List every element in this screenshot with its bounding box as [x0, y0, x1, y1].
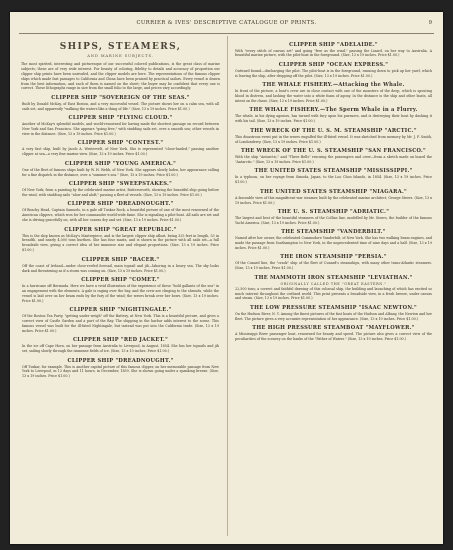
- entry-heading: CLIPPER SHIP "NIGHTINGALE.": [69, 307, 172, 314]
- entry-body: 22,500 tons; a correct and faithful drawing of this colossal ship, the building and launching of which has excited so much interest throughout the civilized world. This print presents a broadside view, in a fresh breeze, under canvas and steam. (Size, 13 x 19 inches. Price $1.00.): [235, 286, 432, 301]
- catalogue-entry: [19, 337, 222, 354]
- catalogue-entry: [19, 277, 222, 304]
- catalogue-entry: [19, 115, 222, 137]
- entry-body: Named after her owner, the celebrated Commodore Vanderbilt, of New York. She has two walking beam engines, and made the passage from Southampton to New York, in the unprecedented time of nine days and a half. (Size, 13 x 19 inches. Price $1.00.): [235, 236, 432, 251]
- left-column: [19, 38, 222, 538]
- catalogue-entry: [19, 307, 222, 334]
- entry-heading: CLIPPER SHIP "CONTEST.": [77, 140, 164, 147]
- catalogue-entry: [232, 107, 435, 124]
- entry-body: With "every stitch of canvas set" and going "free as the wind," passing the Lizard, on her way to Australia. A beautiful marine picture, with the pilot-boat in the foreground. (Size, 13 x 19 inches. Price $1.00.): [235, 48, 432, 58]
- entry-heading: CLIPPER SHIP "SOVEREIGN OF THE SEAS.": [51, 94, 190, 101]
- entry-subheading: ORIGINALLY CALLED THE "GREAT EASTERN.": [280, 281, 387, 286]
- entry-body: Off the coast of Ireland—under close-reefed foresail, main topsail and jib—laboring in a heavy sea. The sky looks dark and threatening as if a storm was coming on. (Size, 13 x 19 inches. Price $1.00.): [22, 263, 219, 273]
- entry-heading: CLIPPER SHIP "YOUNG AMERICA.": [64, 160, 177, 167]
- entry-heading: CLIPPER SHIP "DREADNOUGHT.": [67, 357, 174, 364]
- entry-body: Of the Cunard line, the "crack" ship of the fleet of Cunard's steamships, with many other trans-Atlantic steamers. (Size, 13 x 19 inches. Price $1.00.): [235, 261, 432, 271]
- entry-heading: CLIPPER SHIP "GREAT REPUBLIC.": [64, 226, 177, 233]
- entry-body: A Mississippi River passenger boat, renowned for beauty and speed. The picture also gives a correct view of the peculiarities of the scenery on the banks of the "Father of Waters." (Size, 13 x 19 inches. Price $1.00.): [235, 332, 432, 342]
- catalogue-entry: [232, 229, 435, 251]
- catalogue-entry: [19, 95, 222, 112]
- entry-heading: THE HIGH PRESSURE STEAMBOAT "MAYFLOWER.": [252, 325, 415, 332]
- entry-body: This disastrous event put in the waves engulfed the ill-fated vessel. It was sketched from memory by Mr. J. F. Smith, of Londonderry. (Size, 13 x 19 inches. Price $1.00.): [235, 134, 432, 144]
- catalogue-entry: [19, 227, 222, 254]
- catalogue-entry: [232, 42, 435, 59]
- entry-body: This is the ship known as McKay's Masterpiece, and is the largest clipper ship afloat, being 325 feet in length, 53 in breadth, and nearly 4,000 tons burthen. She has four masts, and is shown in the picture with all sails set—a full broadside view, giving a correct idea of her immense size and elegant proportions. (Size, 13 x 19 inches. Price $1.00.): [22, 233, 219, 253]
- catalogue-entry: [232, 254, 435, 271]
- entry-body: Of New York, from a painting by the celebrated marine artist, Buttersworth, showing the beautiful ship going before the wind, with studding sails "alow and aloft," passing a fleet of vessels. (Size, 13 x 19 inches. Price $1.00.): [22, 188, 219, 197]
- entry-heading: CLIPPER SHIP "ADELAIDE.": [289, 41, 378, 48]
- entry-heading: CLIPPER SHIP "RED JACKET.": [72, 337, 169, 344]
- entry-body: The largest and best of the beautiful steamers of the Collins line, modelled by Mr. Steers, the builder of the famous Yacht America. (Size, 13 x 19 inches. Price $1.00.): [235, 215, 432, 225]
- entry-body: One of the fleet of famous ships built by W. H. Webb, of New York. She appears slowly laden, her appearance calling for a fine dispatch in the distance, over a "summer's sea." (Size, 13 x 19 inches. Price $1.00.): [22, 167, 219, 177]
- catalogue-entry: [232, 189, 435, 206]
- entry-heading: CLIPPER SHIP "FLYING CLOUD.": [68, 115, 173, 122]
- catalogue-entry: [232, 148, 435, 165]
- entry-body: Of Beachy Head, Captain Samuels, in a gale off Tuskar Rock, a beautiful picture of one of the most renowned of the American clippers, which won for her commander world-wide fame. She is signaling a pilot-boat. All sails are set and she is driving gracefully on, with all her canvas dry and set. (Size, 13 x 19 inches. Price $1.00.): [22, 208, 219, 223]
- entry-body: Outward bound—discharging the pilot. The pilot-boat is in the foreground, running down to pick up her yawl, which is leaving the ship, after dropping off the pilot. (Size, 13 x 19 inches. Price $1.00.): [235, 68, 432, 78]
- entry-body: In a typhoon, on her voyage from Simoda, Japan, to the Loo Choo Islands, in 1854. (Size, 13 x 19 inches. Price $1.00.): [235, 175, 432, 185]
- section-subtitle: AND MARINE SUBJECTS.: [87, 53, 154, 58]
- entry-heading: THE LOW PRESSURE STEAMSHIP "ISAAC NEWTON.": [249, 304, 417, 311]
- entry-body: Off Tuskar, for example. This is another capital picture of this famous clipper, on her memorable passage from New York to Liverpool, in 13 days and 11 hours, in December, 1859. She is shown going under a spanking breeze. (Size, 13 x 19 inches. Price $1.00.): [22, 364, 219, 379]
- catalogue-entry: [232, 209, 435, 226]
- entry-body: In the ice off Cape Horn, on her passage from Australia to Liverpool, in August, 1854. She has her topsails and jib set, sailing slowly through the immense fields of ice. (Size, 13 x 19 inches. Price $1.00.): [22, 344, 219, 354]
- catalogue-entry: [232, 62, 435, 79]
- left-entries: [19, 95, 222, 379]
- catalogue-entry: [19, 181, 222, 198]
- catalogue-entry: [232, 128, 435, 145]
- catalogue-entry: [232, 325, 435, 342]
- catalogue-entry: [232, 168, 435, 185]
- catalogue-entry: [19, 161, 222, 178]
- right-entries: [232, 42, 435, 343]
- entry-body: With the ship "Antarctic," and "Three Bells" rescuing the passengers and crew—from a sketch made on board the "Antarctic." (Size, 13 x 19 inches. Price $1.00.): [235, 154, 432, 164]
- section-intro: The most spirited, interesting and picturesque of our successful colored publications, is the great class of marine subjects; these are of very wide interest. For beauty of coloring, fidelity to details and accuracy of proportion our clipper ship prints have been unrivaled, and the clipper models are here. The representations of the famous clipper ships which made fast passages to California and China have been praised by practical sailors. Every vessel is drawn from the best information, and each of them is named on the sheet; the buyer may be confident that every one is correct. These lithographs range in size from the small folio to the large, and prices vary accordingly.: [21, 61, 220, 91]
- entry-body: Of the Boston Tea Party, "getting under weigh" off the Battery, at New York. This is a beautiful picture, and gives a correct view of Castle Garden and a part of the Bay. The shipping in the harbor adds interest to the scene. This famous vessel was built for the ill-fated Nightingale, but instead was put into the California trade. (Size, 13 x 19 inches. Price $1.00.): [22, 314, 219, 333]
- entry-body: In a hurricane off Bermuda. Here we have a vivid illustration of the experience of these "bold gallants of the sea" in an engagement with the elements. A gale is raging over the bay, and the crew are clinging to the shrouds, while the vessel is laid over on her beam ends by the fury of the wind; the waves break over her bows. (Size, 13 x 19 inches. Price $1.00.): [22, 283, 219, 303]
- entry-heading: THE WRECK OF THE U. S. M. STEAMSHIP "ARCTIC.": [250, 127, 417, 134]
- catalogue-entry: [19, 201, 222, 223]
- entry-heading: THE MAMMOTH IRON STEAMSHIP "LEVIATHAN.": [254, 274, 413, 281]
- entry-heading: THE UNITED STATES STEAMSHIP "NIAGARA.": [260, 188, 407, 195]
- entry-heading: THE WHALE FISHERY.—Attacking the Whale.: [262, 82, 405, 89]
- catalogue-entry: [232, 82, 435, 104]
- entry-heading: THE WHALE FISHERY.—The Sperm Whale in a Flurry.: [249, 107, 418, 114]
- catalogue-entry: [232, 275, 435, 302]
- entry-body: A favorable view of this magnificent war steamer, built by the celebrated marine architect, George Steers. (Size, 13 x 19 inches. Price $1.00.): [235, 195, 432, 205]
- right-column: [232, 38, 435, 538]
- entry-heading: THE STEAMSHIP "VANDERBILT.": [281, 229, 386, 236]
- entry-heading: CLIPPER SHIP "OCEAN EXPRESS.": [278, 61, 389, 68]
- entry-body: A very fast ship, built by Jacob A. Westervelt, of New York. She is represented "close-hauled," passing another clipper at sea—a very fine marine view. (Size, 13 x 19 inches. Price $1.00.): [22, 147, 219, 157]
- catalogue-entry: [19, 140, 222, 157]
- entry-body: The whale, in his dying agonies, has turned with fury upon his pursuers, and is destroying their boat by dashing it with his tail. (Size, 13 x 19 inches. Price $1.00.): [235, 114, 432, 124]
- entry-heading: THE UNITED STATES STEAMSHIP "MISSISSIPPI.": [254, 168, 413, 175]
- entry-body: In front of the picture, a boat's crew are in close contact with one of the monsters of the deep, which is spouting blood in distress, and lashing the water into a white foam of agony. In the distance is the ship and other boats, all intent on the chase. (Size, 13 x 19 inches. Price $1.00.): [235, 89, 432, 103]
- catalogue-entry: [19, 358, 222, 380]
- entry-body: Built by Donald McKay, of East Boston, and a very successful vessel. The picture shows her on a calm sea, with all sails set, and apparently "walking the waters like a thing of life." (Size, 13 x 19 inches. Price $1.00.): [22, 101, 219, 111]
- catalogue-entry: [232, 305, 435, 322]
- entry-heading: CLIPPER SHIP "RACER.": [81, 256, 160, 263]
- catalogue-entry: [19, 257, 222, 274]
- column-divider: [227, 36, 228, 536]
- entry-heading: CLIPPER SHIP "DREADNOUGHT.": [67, 201, 174, 208]
- entry-body: On the Hudson River, N. Y. Among the finest pictures of the fast boats of the Hudson and Albany, the Newton and her fleet. The picture gives a very accurate representation of her appearance. (Size, 13 x 19 inches. Price $1.00.): [235, 311, 432, 321]
- catalogue-page: [10, 12, 443, 544]
- entry-heading: THE WRECK OF THE U. S. STEAMSHIP "SAN FRANCISCO.": [240, 147, 427, 154]
- page-content: [19, 20, 434, 538]
- entry-heading: CLIPPER SHIP "COMET.": [81, 276, 160, 283]
- header-rule: [19, 33, 434, 34]
- entry-heading: CLIPPER SHIP "SWEEPSTAKES.": [68, 181, 173, 187]
- page-number: 9: [428, 20, 432, 26]
- entry-heading: THE IRON STEAMSHIP "PERSIA.": [280, 254, 387, 261]
- entry-body: Another of McKay's splendid models, and world-renowned for having made the shortest passage on record between New York and San Francisco. She appears "going free," with studding sails set, over a smooth sea; other vessels in view in the distance. (Size, 13 x 19 inches. Price $1.00.): [22, 122, 219, 136]
- running-head: CURRIER & IVES' DESCRIPTIVE CATALOGUE OF PRINTS.: [136, 20, 317, 26]
- entry-heading: THE U. S. STEAMSHIP "ADRIATIC.": [277, 208, 390, 215]
- section-title: SHIPS, STEAMERS,: [59, 42, 182, 52]
